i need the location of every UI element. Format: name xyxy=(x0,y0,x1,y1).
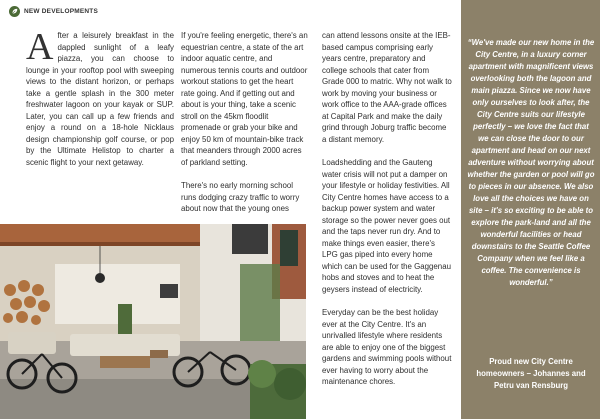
article-paragraph: Everyday can be the best holiday ever at the City Centre. It's an unrivalled lifestyle where residents are able to enjoy one of the biggest gardens and swimming pools without ever having to worry about the maintenance chores. xyxy=(322,308,452,387)
article-paragraph: If you're feeling energetic, there's an equestrian centre, a state of the art indoor aquatic centre, and numerous tennis courts and outdoor workout stations to get the heart rate going. And if getting out and about is your thing, take a scenic stroll on the 45km floodlit promenade or grab your bike and enjoy 50 km of mountain-bike track that meanders through 2000 acres of parkland setting. xyxy=(181,31,308,168)
testimonial-attribution: Proud new City Centre homeowners – Johannes and Petru van Rensburg xyxy=(476,357,586,390)
drop-cap: A xyxy=(26,26,54,68)
article-column-1 xyxy=(26,26,174,169)
article-paragraph: Loadshedding and the Gauteng water crisis will not put a damper on your lifestyle or holiday festivities. All City Centre homes have access to a backup power system and water storage so the power never goes out and the taps never run dry. And to make things even easier, there's LPG gas piped into every home which can be used for the Gaggenau hobs and stoves and to heat the geysers instead of electricity. xyxy=(322,157,451,294)
article-column-3 xyxy=(322,30,452,388)
article-paragraph: can attend lessons onsite at the IEB-based campus comprising early years centre, preparatory and college schools that cater from Grade 000 to matric. Why not walk to work by moving your business or work office to the AAA-grade offices at Capital Park and make the daily grind through Joburg traffic become a distant memory. xyxy=(322,31,452,144)
patio-photo xyxy=(0,224,306,419)
section-header xyxy=(9,6,98,17)
article-paragraph: There's no early morning school runs dodging crazy traffic to worry about now that the young ones xyxy=(181,181,300,214)
article-column-2 xyxy=(181,30,309,215)
testimonial-quote: “We've made our new home in the City Centre, in a luxury corner apartment with magnificent views overlooking both the lagoon and main piazza. Since we now have only ourselves to look after, the City Centre suits our lifestyle perfectly – we love the fact that we can close the door to our apartment and head on our next adventure without worrying about whether the garden or pool will go to pieces in our absence. We also love all the choices we have on site – it's so exciting to be able to explore the park-land and all the wonderful facilities or head downstairs to the Seattle Coffee Company when we feel like a coffee. The convenience is wonderful.” xyxy=(467,38,595,287)
leaf-logo-icon xyxy=(9,6,20,17)
article-paragraph: fter a leisurely breakfast in the dappled sunlight of a leafy piazza, you can choose to lounge in your rooftop pool with sweeping views to the distant horizon, or perhaps take a gentle splash in the 300 meter freshwater lagoon on your kayak or SUP. Later, you can call up a few friends and enjoy a round on a 18-hole Nicklaus design championship golf course, or pop by the Ultimate Helistop to charter a scenic flight to your next getaway. xyxy=(26,31,174,168)
section-label: NEW DEVELOPMENTS xyxy=(24,8,98,15)
